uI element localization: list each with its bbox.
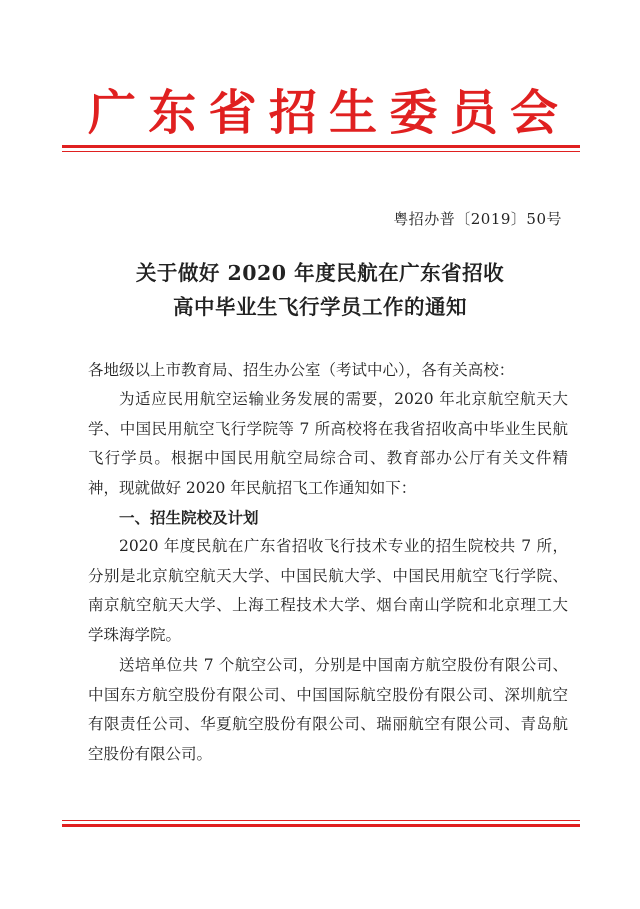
paragraph-schools: 2020 年度民航在广东省招收飞行技术专业的招生院校共 7 所，分别是北京航空航天大学、中国民航大学、中国民用航空飞行学院、南京航空航天大学、上海工程技术大学、烟台南山学院和北京理工大学珠海学院。 xyxy=(88,537,568,644)
masthead-char: 东 xyxy=(148,85,197,141)
footer-divider-thick xyxy=(62,824,580,827)
footer-divider-thin xyxy=(62,820,580,821)
header-divider-thick xyxy=(62,145,580,148)
section-heading: 一、招生院校及计划 xyxy=(119,508,259,527)
title-line-2: 高中毕业生飞行学员工作的通知 xyxy=(173,295,467,319)
masthead-char: 省 xyxy=(208,85,257,141)
salutation: 各地级以上市教育局、招生办公室（考试中心），各有关高校： xyxy=(88,361,515,379)
paragraph-intro: 为适应民用航空运输业务发展的需要，2020 年北京航空航天大学、中国民用航空飞行学院等 7 所高校将在我省招收高中毕业生民航飞行学员。根据中国民用航空局综合司、教育部办公厅有关文件精神，现就做好 2020 年民航招飞工作通知如下： xyxy=(88,390,568,497)
document-number: 粤招办普〔2019〕50号 xyxy=(393,210,562,228)
masthead-char: 委 xyxy=(389,85,438,141)
masthead-char: 员 xyxy=(449,85,498,141)
header-divider-thin xyxy=(62,151,580,152)
masthead-char: 会 xyxy=(509,85,558,141)
paragraph-airlines: 送培单位共 7 个航空公司，分别是中国南方航空股份有限公司、中国东方航空股份有限公司、中国国际航空股份有限公司、深圳航空有限责任公司、华夏航空股份有限公司、瑞丽航空有限公司、青岛航空股份有限公司。 xyxy=(88,656,568,763)
title-line-1: 关于做好 2020 年度民航在广东省招收 xyxy=(135,261,505,285)
document-title xyxy=(0,256,640,324)
masthead-issuer xyxy=(88,78,558,148)
masthead-char: 广 xyxy=(88,85,137,141)
masthead-char: 招 xyxy=(268,85,317,141)
masthead-char: 生 xyxy=(329,85,378,141)
